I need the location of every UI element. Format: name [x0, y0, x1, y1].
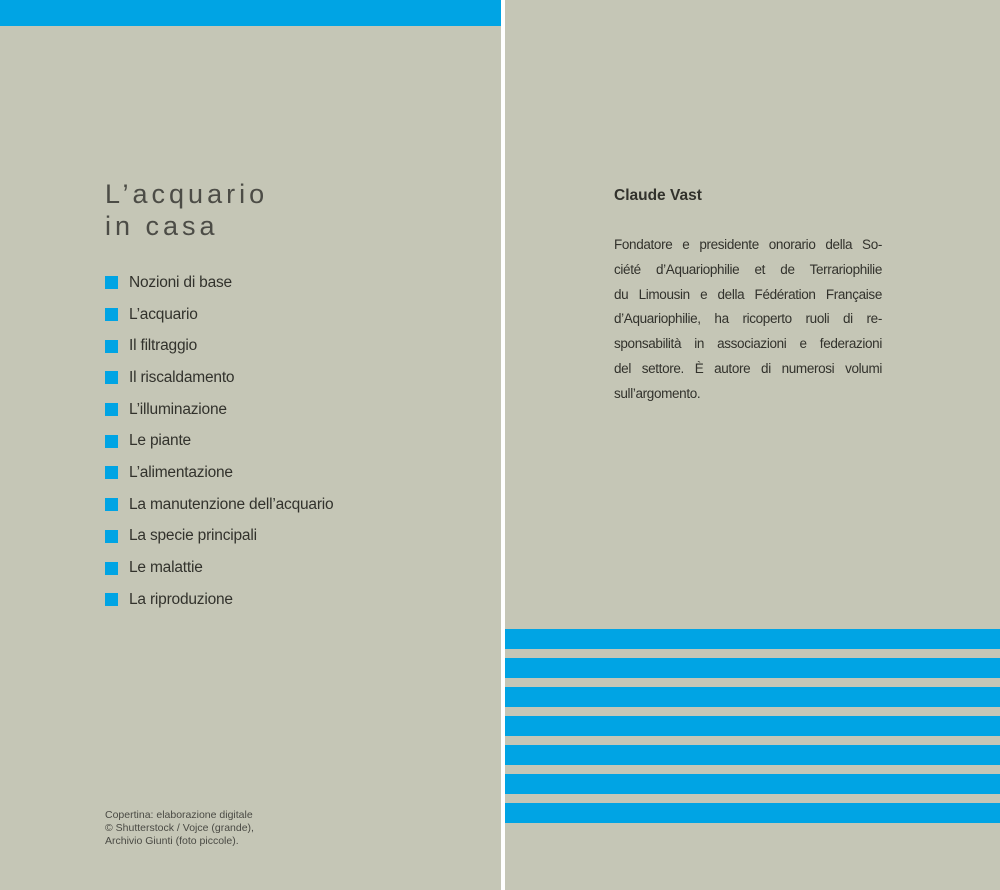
credit-line: Archivio Giunti (foto piccole). — [105, 835, 239, 847]
author-bio-line: sponsabilità in associazioni e federazioni — [614, 336, 882, 352]
contents-item — [105, 267, 333, 299]
contents-item-label: L’acquario — [129, 305, 198, 323]
accent-stripe — [505, 687, 1000, 707]
contents-item — [105, 457, 333, 489]
bullet-square-icon — [105, 403, 118, 416]
bullet-square-icon — [105, 276, 118, 289]
contents-item-label: Le piante — [129, 432, 191, 450]
author-bio-line: ciété d’Aquariophilie et de Terrariophilie — [614, 261, 882, 277]
author-bio-line: sull’argomento. — [614, 385, 701, 401]
bullet-square-icon — [105, 435, 118, 448]
accent-stripe — [505, 774, 1000, 794]
contents-item — [105, 362, 333, 394]
contents-item — [105, 425, 333, 457]
accent-stripe — [505, 629, 1000, 649]
bullet-square-icon — [105, 466, 118, 479]
bullet-square-icon — [105, 371, 118, 384]
accent-stripe — [505, 745, 1000, 765]
credit-line: Copertina: elaborazione digitale — [105, 809, 253, 821]
contents-item — [105, 552, 333, 584]
book-title-line2: in casa — [105, 211, 219, 241]
bullet-square-icon — [105, 530, 118, 543]
bullet-square-icon — [105, 562, 118, 575]
contents-item — [105, 521, 333, 553]
contents-item — [105, 299, 333, 331]
contents-item-label: Le malattie — [129, 559, 203, 577]
author-bio-line: du Limousin e della Fédération Française — [614, 286, 882, 302]
contents-item — [105, 489, 333, 521]
author-bio-line: d’Aquariophilie, ha ricoperto ruoli di re- — [614, 311, 882, 327]
accent-stripe — [505, 716, 1000, 736]
contents-item-label: Il riscaldamento — [129, 368, 235, 386]
book-title — [105, 178, 268, 242]
decorative-stripes — [505, 629, 1000, 823]
contents-item — [105, 394, 333, 426]
author-bio-line: Fondatore e presidente onorario della So- — [614, 237, 882, 252]
cover-credits — [105, 809, 254, 848]
author-bio — [614, 233, 882, 407]
contents-item-label: La specie principali — [129, 527, 257, 545]
contents-item — [105, 584, 333, 616]
top-accent-bar — [0, 0, 501, 26]
contents-item-label: Nozioni di base — [129, 273, 232, 291]
contents-item-label: L’alimentazione — [129, 463, 233, 481]
bullet-square-icon — [105, 340, 118, 353]
contents-item-label: Il filtraggio — [129, 337, 198, 355]
accent-stripe — [505, 658, 1000, 678]
bullet-square-icon — [105, 593, 118, 606]
author-bio-line: del settore. È autore di numerosi volumi — [614, 360, 882, 376]
credit-line: © Shutterstock / Vojce (grande), — [105, 822, 254, 834]
accent-stripe — [505, 803, 1000, 823]
contents-list — [105, 267, 333, 616]
book-title-line1: L’acquario — [105, 179, 269, 209]
contents-item-label: L’illuminazione — [129, 400, 227, 418]
contents-item-label: La riproduzione — [129, 590, 233, 608]
bullet-square-icon — [105, 498, 118, 511]
contents-item-label: La manutenzione dell’acquario — [129, 495, 334, 513]
bullet-square-icon — [105, 308, 118, 321]
contents-item — [105, 330, 333, 362]
author-name: Claude Vast — [614, 187, 702, 204]
